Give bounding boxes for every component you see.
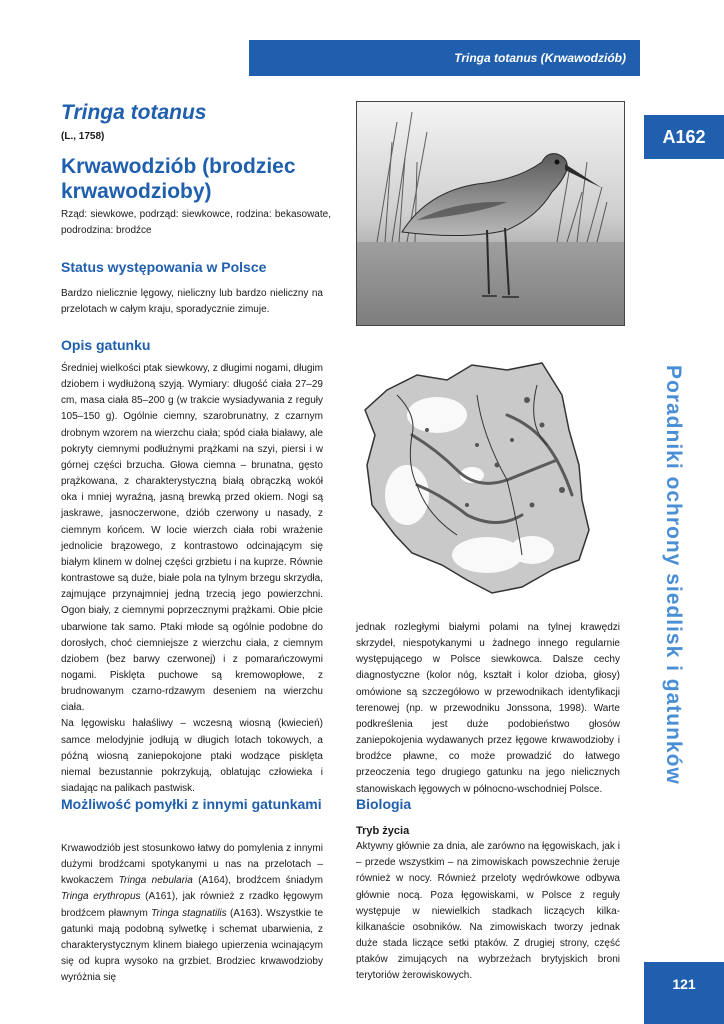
lifestyle-text: Aktywny głównie za dnia, ale zarówno na łęgowiskach, jak i – przede wszystkim – na zimowiskach powszechnie żeruje również w nocy. Również przeloty wędrówkowe odbywa głównie nocą. Poza łęgowiskami, w Polsce z reguły występuje w niewielkich stadkach liczących kilka-kilkanaście osobników. Na zimowiskach tworzy jednak duże stada liczące setki ptaków. Z drugiej strony, część ptaków zimujących na wybrzeżach brytyjskich broni terytoriów żerowiskowych.: [356, 841, 620, 982]
polish-name: Krwawodziób (brodziec krwawodzioby): [61, 155, 296, 203]
bird-illustration: [356, 101, 625, 326]
taxonomy: Rząd: siewkowe, podrząd: siewkowce, rodzina: bekasowate, podrodzina: brodźce: [61, 209, 331, 236]
species-author: (L., 1758): [61, 131, 105, 142]
description-paragraph: Na lęgowisku hałaśliwy – wczesną wiosną (kwiecień) samce melodyjnie jodłują w długich lotach tokowych, a późną wiosną zaniepokojone ptaki wodzące pisklęta niemal bezustannie pokrzykują, oblatując człowieka i siadając na palikach pastwisk.: [61, 718, 323, 795]
page-number: 121: [672, 976, 696, 992]
biology-heading: Biologia: [356, 796, 412, 812]
series-title: Poradniki ochrony siedlisk i gatunków: [662, 365, 685, 785]
lifestyle-subheading: Tryb życia: [356, 825, 410, 837]
confusion-text: [61, 841, 323, 986]
species-name-italic: Tringa stagnatilis: [151, 907, 227, 919]
description-heading: Opis gatunku: [61, 337, 151, 353]
status-text: Bardzo nielicznie lęgowy, nieliczny lub bardzo nieliczny na przelotach w całym kraju, sporadycznie zimuje.: [61, 288, 323, 316]
text-run: (A163). Wszystkie te gatunki mają podobną sylwetkę i schemat ubarwienia, z charakterystycznym klinem białego upierzenia wcinającym się od kupra wysoko na grzbiet. Brodziec krwawodzioby wyróżnia się: [61, 907, 323, 984]
distribution-map: [357, 355, 594, 605]
species-name-italic: Tringa erythropus: [61, 891, 141, 903]
description-paragraph: Średniej wielkości ptak siewkowy, z długimi nogami, długim dziobem i wydłużoną szyją. Wymiary: długość ciała 27–29 cm, masa ciała 85–200 g (w trakcie wysiadywania z reguły 105–150 g). Ogólnie ciemny, szarobrunatny, z czarnym drobnym wzorem na wierzchu ciała; spód ciała białawy, ale pokryty ciemnymi podłużnymi prążkami na szyi, piersi i w górnej części brzucha. Głowa ciemna – brunatna, gęsto prążkowana, z charakterystyczną białą obrączką wokół oka i mniej wyraźną, jasną brewką przed okiem. Nogi są jaskrawe, jasnoczerwone, dziób czerwony u nasady, z ciemnym końcem. W locie wierzch ciała robi wrażenie jednolicie brązowego, z kontrastowo odcinającym się białym klinem w dolnej części grzbietu i na kuprze. Równie kontrastowe są duże, białe pola na tylnym brzegu skrzydła, zajmujące przynajmniej jedną trzecią jego powierzchni. Ogon biały, z ciemnymi poprzecznymi prążkami. Obie płcie ubarwione tak samo. Ptaki młode są ogólnie podobne do dorosłych, choć ciemniejsze z wierzchu ciała, z ciemnym dziobem (bez barwy czerwonej) i z pomarańczowymi nogami. Pisklęta puchowe są kremowopłowe, z brudnowanym czarno-rdzawym deseniem na wierzchu ciała.: [61, 363, 323, 714]
continuation-text: jednak rozległymi białymi polami na tylnej krawędzi skrzydeł, niespotykanymi u żadnego innego regularnie występującego w Polsce siewkowca. Dalsze cechy diagnostyczne (kolor nóg, kształt i kolor dzioba, głosy) omówione są szczegółowo w przewodnikach identyfikacji terenowej (np. w przewodniku Jonssona, 1998). Warte podkreślenia jest duże podobieństwo głosów zaniepokojenia wydawanych przez łęgowe krwawodzioby i brodźce pławne, co może prowadzić do łatwego przeoczenia tego drugiego gatunku na jego nielicznych stanowiskach łęgowych w północno-wschodniej Polsce.: [356, 622, 620, 795]
running-title: Tringa totanus (Krwawodziób): [454, 51, 626, 65]
status-heading: Status występowania w Polsce: [61, 259, 267, 275]
confusion-heading: Możliwość pomyłki z innymi gatunkami: [61, 796, 322, 812]
page-number-tab: [644, 962, 724, 1024]
running-title-banner: [249, 40, 640, 76]
text-run: Krwawodziób jest stosunkowo łatwy do pomylenia z innymi dużymi brodźcami spotykanymi u nas na przelotach – kwokaczem: [61, 843, 323, 887]
description-text: [61, 361, 323, 797]
biology-section: [356, 823, 620, 985]
latin-name: Tringa totanus: [61, 101, 207, 124]
text-run: (A164), brodźcem śniadym: [192, 875, 324, 887]
species-code-tab: [644, 115, 724, 159]
species-code: A162: [662, 126, 706, 147]
species-name-italic: Tringa nebularia: [118, 875, 193, 887]
text-run: (A161), jak również z rzadko łęgowym brodźcem pławnym: [61, 891, 323, 919]
